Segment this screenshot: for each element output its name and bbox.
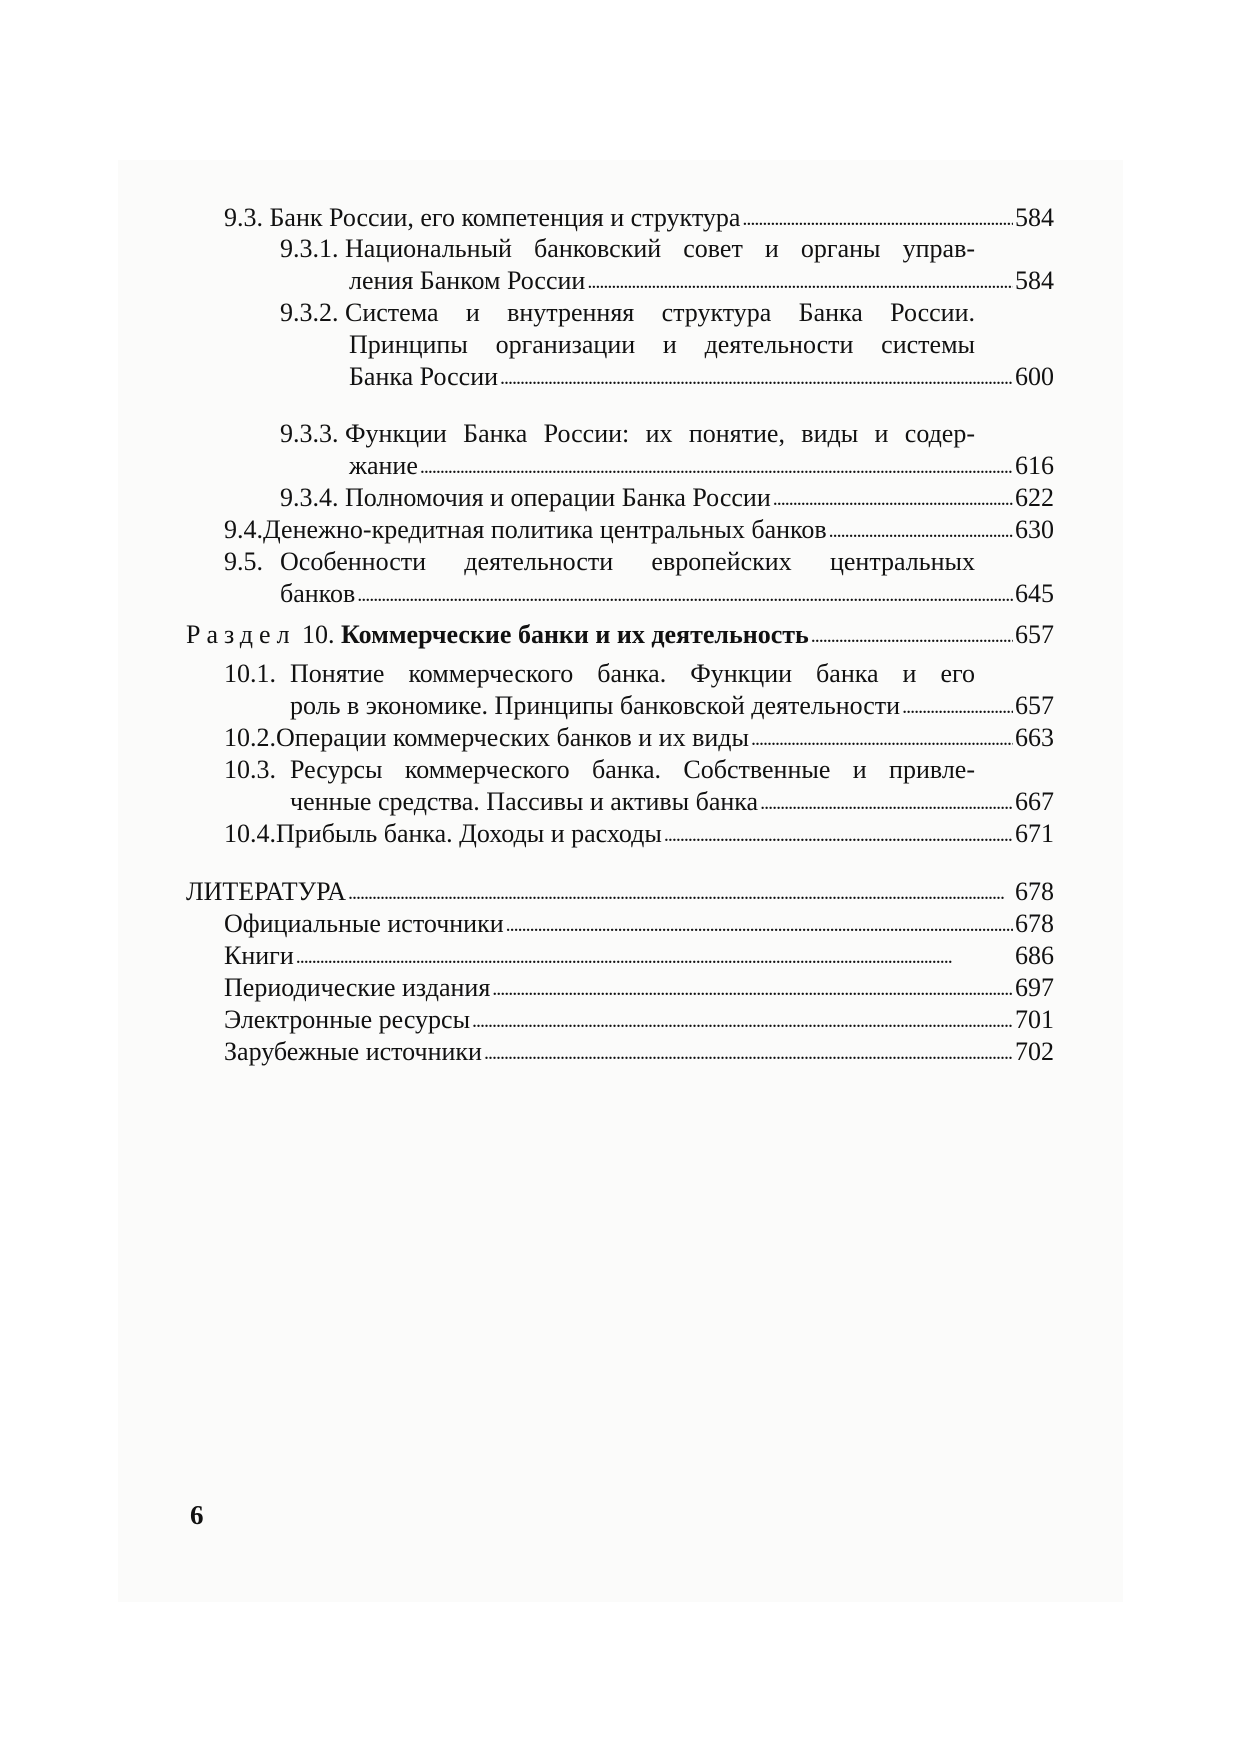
dot-leader — [420, 449, 1013, 483]
toc-entry-9-3-4[interactable] — [280, 482, 1054, 514]
toc-entry-number: 9.3.1. — [280, 234, 339, 263]
toc-entry-number: 9.3.3. — [280, 419, 339, 448]
toc-entry-page: 657 — [1015, 691, 1054, 720]
toc-entry-number: 10.3. — [224, 755, 276, 784]
section-number: 10. — [302, 620, 335, 649]
toc-entry-page: 678 — [1015, 909, 1054, 938]
toc-entry-number: 10.2. — [224, 723, 276, 752]
toc-entry-page: 616 — [1015, 451, 1054, 480]
toc-entry-page: 600 — [1015, 362, 1054, 391]
toc-entry-page: 671 — [1015, 819, 1054, 848]
toc-entry-title-line: Система и внутренняя структура Банка России. — [345, 298, 975, 327]
dot-leader — [773, 481, 1013, 515]
dot-leader — [664, 817, 1013, 851]
toc-entry-title-line: Понятие коммерческого банка. Функции банка и его — [290, 659, 975, 688]
toc-entry-title-line: банков — [280, 579, 356, 608]
toc-literature-foreign[interactable] — [224, 1036, 1054, 1068]
toc-entry-number: 9.4. — [224, 515, 263, 544]
section-label: Раздел — [186, 620, 296, 649]
toc-entry-page: 630 — [1015, 515, 1054, 544]
dot-leader — [742, 201, 1013, 235]
toc-entry-title-line: Национальный банковский совет и органы управ- — [345, 234, 975, 263]
dot-leader — [357, 577, 1013, 611]
toc-entry-page: 584 — [1015, 203, 1054, 232]
toc-entry-title: Книги — [224, 941, 294, 970]
toc-entry-9-5-cont[interactable] — [280, 578, 1054, 610]
toc-entry-10-3[interactable] — [224, 754, 975, 786]
toc-entry-title: Денежно-кредитная политика центральных банков — [263, 515, 827, 544]
dot-leader — [472, 1003, 1013, 1037]
toc-entry-title: Операции коммерческих банков и их виды — [276, 723, 749, 752]
toc-entry-number: 10.4. — [224, 819, 276, 848]
dot-leader — [902, 689, 1013, 723]
toc-entry-10-4[interactable] — [224, 818, 1054, 850]
toc-entry-9-3[interactable] — [224, 202, 1054, 234]
toc-entry-9-3-2-cont[interactable] — [349, 329, 975, 361]
toc-entry-number: 9.5. — [224, 547, 263, 576]
toc-entry-9-3-1[interactable] — [280, 233, 975, 265]
toc-entry-page: 622 — [1015, 483, 1054, 512]
toc-entry-9-3-2-cont2[interactable] — [349, 361, 1054, 393]
dot-leader — [348, 875, 1013, 909]
toc-entry-title-line: Принципы организации и деятельности системы — [349, 330, 975, 359]
toc-entry-number: 9.3. — [224, 203, 263, 232]
toc-entry-page: 697 — [1015, 973, 1054, 1002]
toc-entry-title: Электронные ресурсы — [224, 1005, 471, 1034]
toc-entry-10-1[interactable] — [224, 658, 975, 690]
toc-entry-9-3-3[interactable] — [280, 418, 975, 450]
toc-entry-page: 667 — [1015, 787, 1054, 816]
toc-entry-number: 10.1. — [224, 659, 276, 688]
dot-leader — [760, 785, 1013, 819]
toc-entry-page: 645 — [1015, 579, 1054, 608]
dot-leader — [587, 264, 1013, 298]
toc-entry-title: Прибыль банка. Доходы и расходы — [276, 819, 662, 848]
toc-entry-title: Периодические издания — [224, 973, 491, 1002]
toc-entry-9-4[interactable] — [224, 514, 1054, 546]
toc-literature-official[interactable] — [224, 908, 1054, 940]
toc-entry-title: Полномочия и операции Банка России — [345, 483, 771, 512]
toc-entry-number: 9.3.2. — [280, 298, 339, 327]
dot-leader — [484, 1035, 1013, 1069]
dot-leader — [500, 360, 1013, 394]
dot-leader — [829, 513, 1013, 547]
toc-entry-page: 678 — [1015, 877, 1054, 906]
toc-entry-title: Зарубежные источники — [224, 1037, 482, 1066]
toc-section-10[interactable] — [186, 619, 1054, 651]
toc-entry-title: Официальные источники — [224, 909, 504, 938]
toc-entry-page: 701 — [1015, 1005, 1054, 1034]
toc-entry-page: 584 — [1015, 266, 1054, 295]
toc-literature[interactable] — [186, 876, 1054, 908]
dot-leader — [506, 907, 1013, 941]
toc-literature-electronic[interactable] — [224, 1004, 1054, 1036]
toc-entry-title-line: ления Банком России — [349, 266, 586, 295]
toc-entry-page: 657 — [1015, 620, 1054, 649]
section-title: Коммерческие банки и их деятельность — [341, 620, 809, 649]
toc-entry-10-3-cont[interactable] — [290, 786, 1054, 818]
toc-entry-page: 702 — [1015, 1037, 1054, 1066]
dot-leader — [492, 971, 1013, 1005]
toc-entry-title-line: Ресурсы коммерческого банка. Собственные и привле- — [290, 755, 975, 784]
toc-entry-9-3-3-cont[interactable] — [349, 450, 1054, 482]
toc-entry-number: 9.3.4. — [280, 483, 339, 512]
page-number: 6 — [190, 1500, 204, 1530]
toc-entry-title-line: Банка России — [349, 362, 499, 391]
dot-leader — [811, 618, 1013, 652]
toc-literature-periodicals[interactable] — [224, 972, 1054, 1004]
toc-entry-title-line: роль в экономике. Принципы банковской деятельности — [290, 691, 901, 720]
literature-title: ЛИТЕРАТУРА — [186, 877, 346, 906]
toc-entry-title: Банк России, его компетенция и структура — [269, 203, 741, 232]
dot-leader — [751, 721, 1013, 755]
dot-leader — [296, 939, 1013, 973]
toc-entry-page: 686 — [1015, 941, 1054, 970]
toc-entry-title-line: Функции Банка России: их понятие, виды и содер- — [345, 419, 975, 448]
toc-entry-title-line: ченные средства. Пассивы и активы банка — [290, 787, 759, 816]
toc-entry-title-line: Особенности деятельности европейских центральных — [280, 547, 975, 576]
toc-entry-9-3-1-cont[interactable] — [349, 265, 1054, 297]
toc-entry-page: 663 — [1015, 723, 1054, 752]
toc-entry-9-3-2[interactable] — [280, 297, 975, 329]
toc-literature-books[interactable] — [224, 940, 1054, 972]
toc-entry-10-1-cont[interactable] — [290, 690, 1054, 722]
toc-entry-10-2[interactable] — [224, 722, 1054, 754]
toc-entry-title-line: жание — [349, 451, 418, 480]
toc-entry-9-5[interactable] — [224, 546, 975, 578]
